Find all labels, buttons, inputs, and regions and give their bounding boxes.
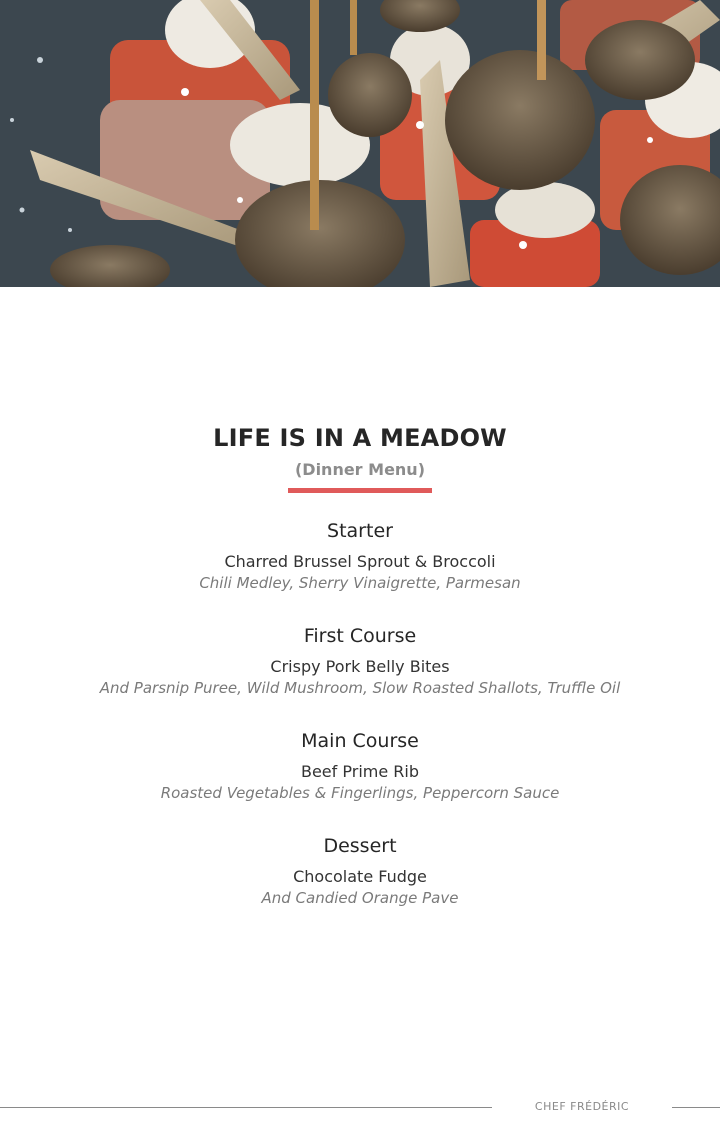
- course-heading: First Course: [303, 625, 417, 647]
- title-underline: [288, 488, 432, 493]
- course-dessert: [0, 830, 720, 908]
- course-heading: Dessert: [323, 835, 397, 857]
- course-first: [0, 620, 720, 698]
- menu-subtitle: (Dinner Menu): [294, 460, 426, 479]
- dish-description: And Parsnip Puree, Wild Mushroom, Slow Roasted Shallots, Truffle Oil: [99, 679, 621, 697]
- footer-divider-left: [0, 1107, 492, 1108]
- dish-description: And Candied Orange Pave: [261, 889, 459, 907]
- hero-food-photo: [0, 0, 720, 287]
- dish-name: Chocolate Fudge: [293, 867, 427, 886]
- dish-description: Chili Medley, Sherry Vinaigrette, Parmesan: [199, 574, 521, 592]
- course-starter: [0, 515, 720, 593]
- dinner-menu: [0, 418, 720, 908]
- dish-name: Crispy Pork Belly Bites: [270, 657, 450, 676]
- menu-title: LIFE IS IN A MEADOW: [213, 424, 507, 452]
- dish-description: Roasted Vegetables & Fingerlings, Peppercorn Sauce: [160, 784, 560, 802]
- dish-name: Beef Prime Rib: [300, 762, 419, 781]
- course-heading: Starter: [327, 520, 393, 542]
- chef-signature: CHEF FRÉDÉRIC: [534, 1100, 630, 1113]
- footer-divider-right: [672, 1107, 720, 1108]
- course-heading: Main Course: [301, 730, 419, 752]
- food-illustration: [0, 0, 720, 287]
- course-main: [0, 725, 720, 803]
- dish-name: Charred Brussel Sprout & Broccoli: [224, 552, 496, 571]
